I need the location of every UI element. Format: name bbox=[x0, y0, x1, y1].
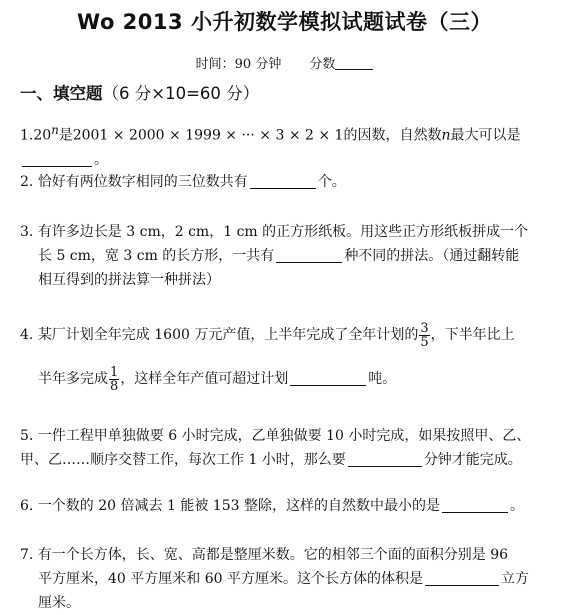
q3-line2-b: 种不同的拼法。（通过翻转能 bbox=[344, 248, 520, 264]
q5-end: 分钟才能完成。 bbox=[423, 452, 522, 468]
section-points: （6 分×10=60 分） bbox=[102, 84, 260, 103]
q6-end: 。 bbox=[509, 498, 524, 514]
question-number: 4. bbox=[20, 327, 34, 343]
question-1 bbox=[20, 118, 560, 172]
q2-end: 个。 bbox=[317, 174, 346, 190]
answer-blank-2[interactable] bbox=[250, 173, 316, 189]
q1-text-a: 是2001 × 2000 × 1999 × ··· × 3 × 2 × 1的因数，自然数 bbox=[58, 127, 442, 144]
fraction-three-fifths: $\frac{3}{5}$ bbox=[420, 320, 429, 350]
question-4 bbox=[20, 316, 560, 398]
q3-line3: 相互得到的拼法算一种拼法） bbox=[38, 272, 220, 288]
question-5 bbox=[20, 424, 560, 472]
q7-line2-b: 立方 bbox=[500, 571, 529, 587]
q4-line1-a: 某厂计划全年完成 1600 万元产值，上半年完成了全年计划的 bbox=[37, 327, 419, 343]
q5-line2-a: 甲、乙……顺序交替工作，每次工作 1 小时，那么要 bbox=[20, 452, 346, 468]
q5-line1: 一件工程甲单独做要 6 小时完成，乙单独做要 10 小时完成，如果按照甲、乙、 bbox=[37, 428, 531, 444]
question-number: 7. bbox=[20, 547, 34, 563]
q1-end: 。 bbox=[94, 151, 108, 168]
question-number: 3. bbox=[20, 224, 34, 240]
q1-exponent: n bbox=[51, 123, 59, 137]
answer-blank-5[interactable] bbox=[348, 451, 422, 467]
q7-line1: 有一个长方体，长、宽、高都是整厘米数。它的相邻三个面的面积分别是 96 bbox=[37, 547, 509, 563]
question-number: 2. bbox=[20, 174, 34, 190]
q1-base: 20 bbox=[33, 127, 52, 144]
section-title: 一、填空题 bbox=[20, 84, 103, 103]
time-label: 时间：90 分钟 bbox=[195, 57, 282, 72]
question-2 bbox=[20, 170, 560, 194]
q7-line2-a: 平方厘米，40 平方厘米和 60 平方厘米。这个长方体的体积是 bbox=[38, 571, 423, 587]
question-3 bbox=[20, 220, 560, 292]
score-label: 分数 bbox=[309, 57, 336, 72]
question-7 bbox=[20, 543, 560, 615]
answer-blank-7[interactable] bbox=[425, 570, 499, 586]
exam-title: Wo 2013 小升初数学模拟试题试卷（三） bbox=[77, 10, 492, 34]
q4-end: 吨。 bbox=[368, 371, 397, 387]
q1-text-b: 最大可以是 bbox=[450, 127, 521, 144]
q3-line1: 有许多边长是 3 cm，2 cm，1 cm 的正方形纸板。用这些正方形纸板拼成一个 bbox=[37, 224, 529, 240]
exam-meta bbox=[0, 53, 569, 72]
answer-blank-4[interactable] bbox=[290, 370, 366, 386]
q4-line2-a: 半年多完成 bbox=[38, 371, 108, 387]
answer-blank-1[interactable] bbox=[22, 151, 92, 167]
score-blank[interactable] bbox=[335, 57, 373, 70]
fraction-one-eighth: $\frac{1}{8}$ bbox=[110, 364, 119, 394]
section-heading bbox=[20, 80, 259, 104]
q4-line2-b: ，这样全年产值可超过计划 bbox=[120, 371, 289, 387]
answer-blank-6[interactable] bbox=[442, 497, 508, 513]
q6-text-a: 一个数的 20 倍减去 1 能被 153 整除，这样的自然数中最小的是 bbox=[37, 498, 440, 514]
q1-var: n bbox=[441, 127, 451, 144]
q7-line3: 厘米。 bbox=[38, 595, 80, 611]
question-number: 1. bbox=[20, 127, 34, 144]
q2-text-a: 恰好有两位数字相同的三位数共有 bbox=[37, 174, 248, 190]
question-6 bbox=[20, 494, 560, 518]
q4-line1-b: ，下半年比上 bbox=[430, 327, 515, 343]
question-number: 6. bbox=[20, 498, 34, 514]
question-number: 5. bbox=[20, 428, 34, 444]
q3-line2-a: 长 5 cm，宽 3 cm 的长方形，一共有 bbox=[38, 248, 275, 264]
answer-blank-3[interactable] bbox=[276, 247, 342, 263]
